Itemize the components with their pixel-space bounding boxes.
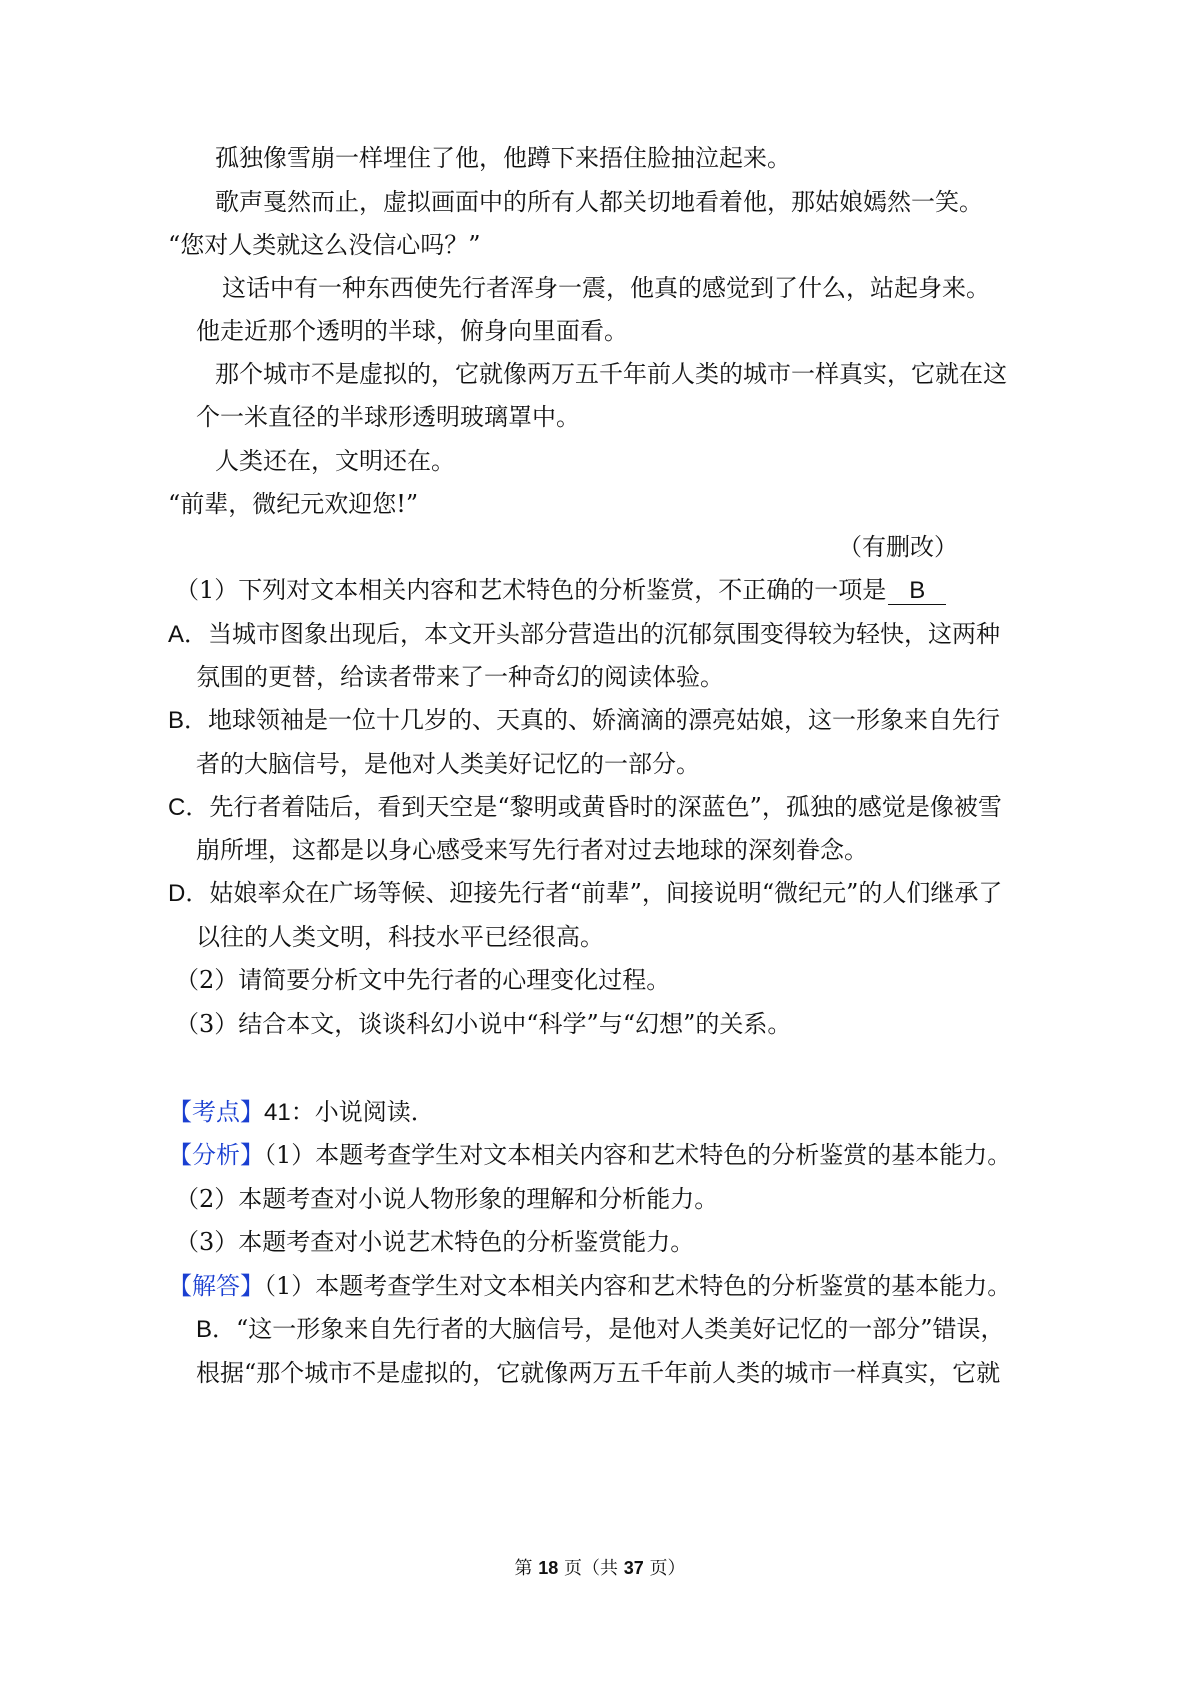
question-3 (175, 1008, 791, 1040)
jieda-b-text: “这一形象来自先行者的大脑信号，是他对人类美好记忆的一部分”错误， (236, 1315, 1005, 1343)
story-paragraph: 歌声戛然而止，虚拟画面中的所有人都关切地看着他，那姑娘嫣然一笑。 (215, 188, 983, 216)
option-a-cont: 氛围的更替，给读者带来了一种奇幻的阅读体验。 (196, 663, 724, 691)
option-text: 先行者着陆后，看到天空是“黎明或黄昏时的深蓝色”，孤独的感觉是像被雪 (209, 793, 1002, 821)
question-number: （3） (175, 1010, 239, 1038)
fenxi-item (175, 1226, 694, 1258)
page-footer (0, 1556, 1200, 1581)
option-letter: C． (168, 794, 210, 821)
page-number: 18 (538, 1558, 559, 1578)
question-number: （1） (175, 576, 239, 604)
story-dialogue: “您对人类就这么没信心吗？” (168, 231, 481, 259)
story-paragraph: 这话中有一种东西使先行者浑身一震，他真的感觉到了什么，站起身来。 (222, 274, 990, 302)
footer-middle: 页（共 (564, 1558, 618, 1579)
kaodian-tag: 【考点】 (168, 1098, 264, 1126)
fenxi-tag: 【分析】 (168, 1141, 264, 1169)
question-2 (175, 964, 670, 996)
story-paragraph: 他走近那个透明的半球，俯身向里面看。 (196, 317, 628, 345)
jieda-c-line: 根据“那个城市不是虚拟的，它就像两万五千年前人类的城市一样真实，它就 (196, 1359, 1001, 1387)
question-number: （2） (175, 966, 239, 994)
jieda-b-line (196, 1313, 1005, 1346)
fenxi-number: （2） (175, 1185, 239, 1213)
jieda-text: 本题考查学生对文本相关内容和艺术特色的分析鉴赏的基本能力。 (315, 1272, 1012, 1300)
fenxi-text: 本题考查对小说艺术特色的分析鉴赏能力。 (238, 1228, 695, 1256)
fenxi-item (175, 1183, 718, 1215)
option-a (168, 618, 1000, 651)
question-1 (175, 574, 946, 606)
jieda-b-letter: B． (196, 1316, 237, 1343)
story-dialogue: “前辈，微纪元欢迎您!” (168, 490, 419, 518)
fenxi-line (168, 1139, 1011, 1171)
story-paragraph: 孤独像雪崩一样埋住了他，他蹲下来捂住脸抽泣起来。 (215, 144, 791, 172)
story-paragraph: 那个城市不是虚拟的，它就像两万五千年前人类的城市一样真实，它就在这 (215, 360, 1007, 388)
option-letter: B． (168, 707, 209, 734)
fenxi-text: 本题考查学生对文本相关内容和艺术特色的分析鉴赏的基本能力。 (315, 1141, 1012, 1169)
kaodian-line (168, 1096, 435, 1129)
question-text: 结合本文，谈谈科幻小说中“科学”与“幻想”的关系。 (238, 1010, 792, 1038)
question-text: 下列对文本相关内容和艺术特色的分析鉴赏，不正确的一项是 (238, 576, 887, 604)
fenxi-number: （3） (175, 1228, 239, 1256)
story-paragraph-cont: 个一米直径的半球形透明玻璃罩中。 (196, 403, 580, 431)
option-letter: A． (168, 621, 209, 648)
edit-note: （有删改） (838, 533, 958, 561)
answer-blank: B (888, 578, 946, 605)
footer-suffix: 页） (649, 1558, 686, 1579)
option-b-cont: 者的大脑信号，是他对人类美好记忆的一部分。 (196, 750, 700, 778)
option-letter: D． (168, 880, 210, 907)
jieda-tag: 【解答】 (168, 1272, 264, 1300)
option-c (168, 791, 1002, 824)
fenxi-text: 本题考查对小说人物形象的理解和分析能力。 (238, 1185, 719, 1213)
jieda-line (168, 1270, 1011, 1302)
option-d (168, 877, 1002, 910)
option-text: 姑娘率众在广场等候、迎接先行者“前辈”，间接说明“微纪元”的人们继承了 (209, 879, 1003, 907)
option-d-cont: 以往的人类文明，科技水平已经很高。 (196, 923, 604, 951)
story-paragraph: 人类还在，文明还在。 (215, 447, 455, 475)
kaodian-text: ：小说阅读． (290, 1098, 435, 1126)
jieda-number: （1） (264, 1272, 316, 1300)
page-total: 37 (623, 1558, 644, 1578)
footer-prefix: 第 (514, 1558, 533, 1579)
kaodian-code: 41 (264, 1099, 291, 1126)
option-text: 地球领袖是一位十几岁的、天真的、娇滴滴的漂亮姑娘，这一形象来自先行 (208, 706, 1001, 734)
option-b (168, 704, 1000, 737)
fenxi-number: （1） (264, 1141, 316, 1169)
question-text: 请简要分析文中先行者的心理变化过程。 (238, 966, 671, 994)
option-text: 当城市图象出现后，本文开头部分营造出的沉郁氛围变得较为轻快，这两种 (208, 620, 1001, 648)
option-c-cont: 崩所埋，这都是以身心感受来写先行者对过去地球的深刻眷念。 (196, 836, 868, 864)
